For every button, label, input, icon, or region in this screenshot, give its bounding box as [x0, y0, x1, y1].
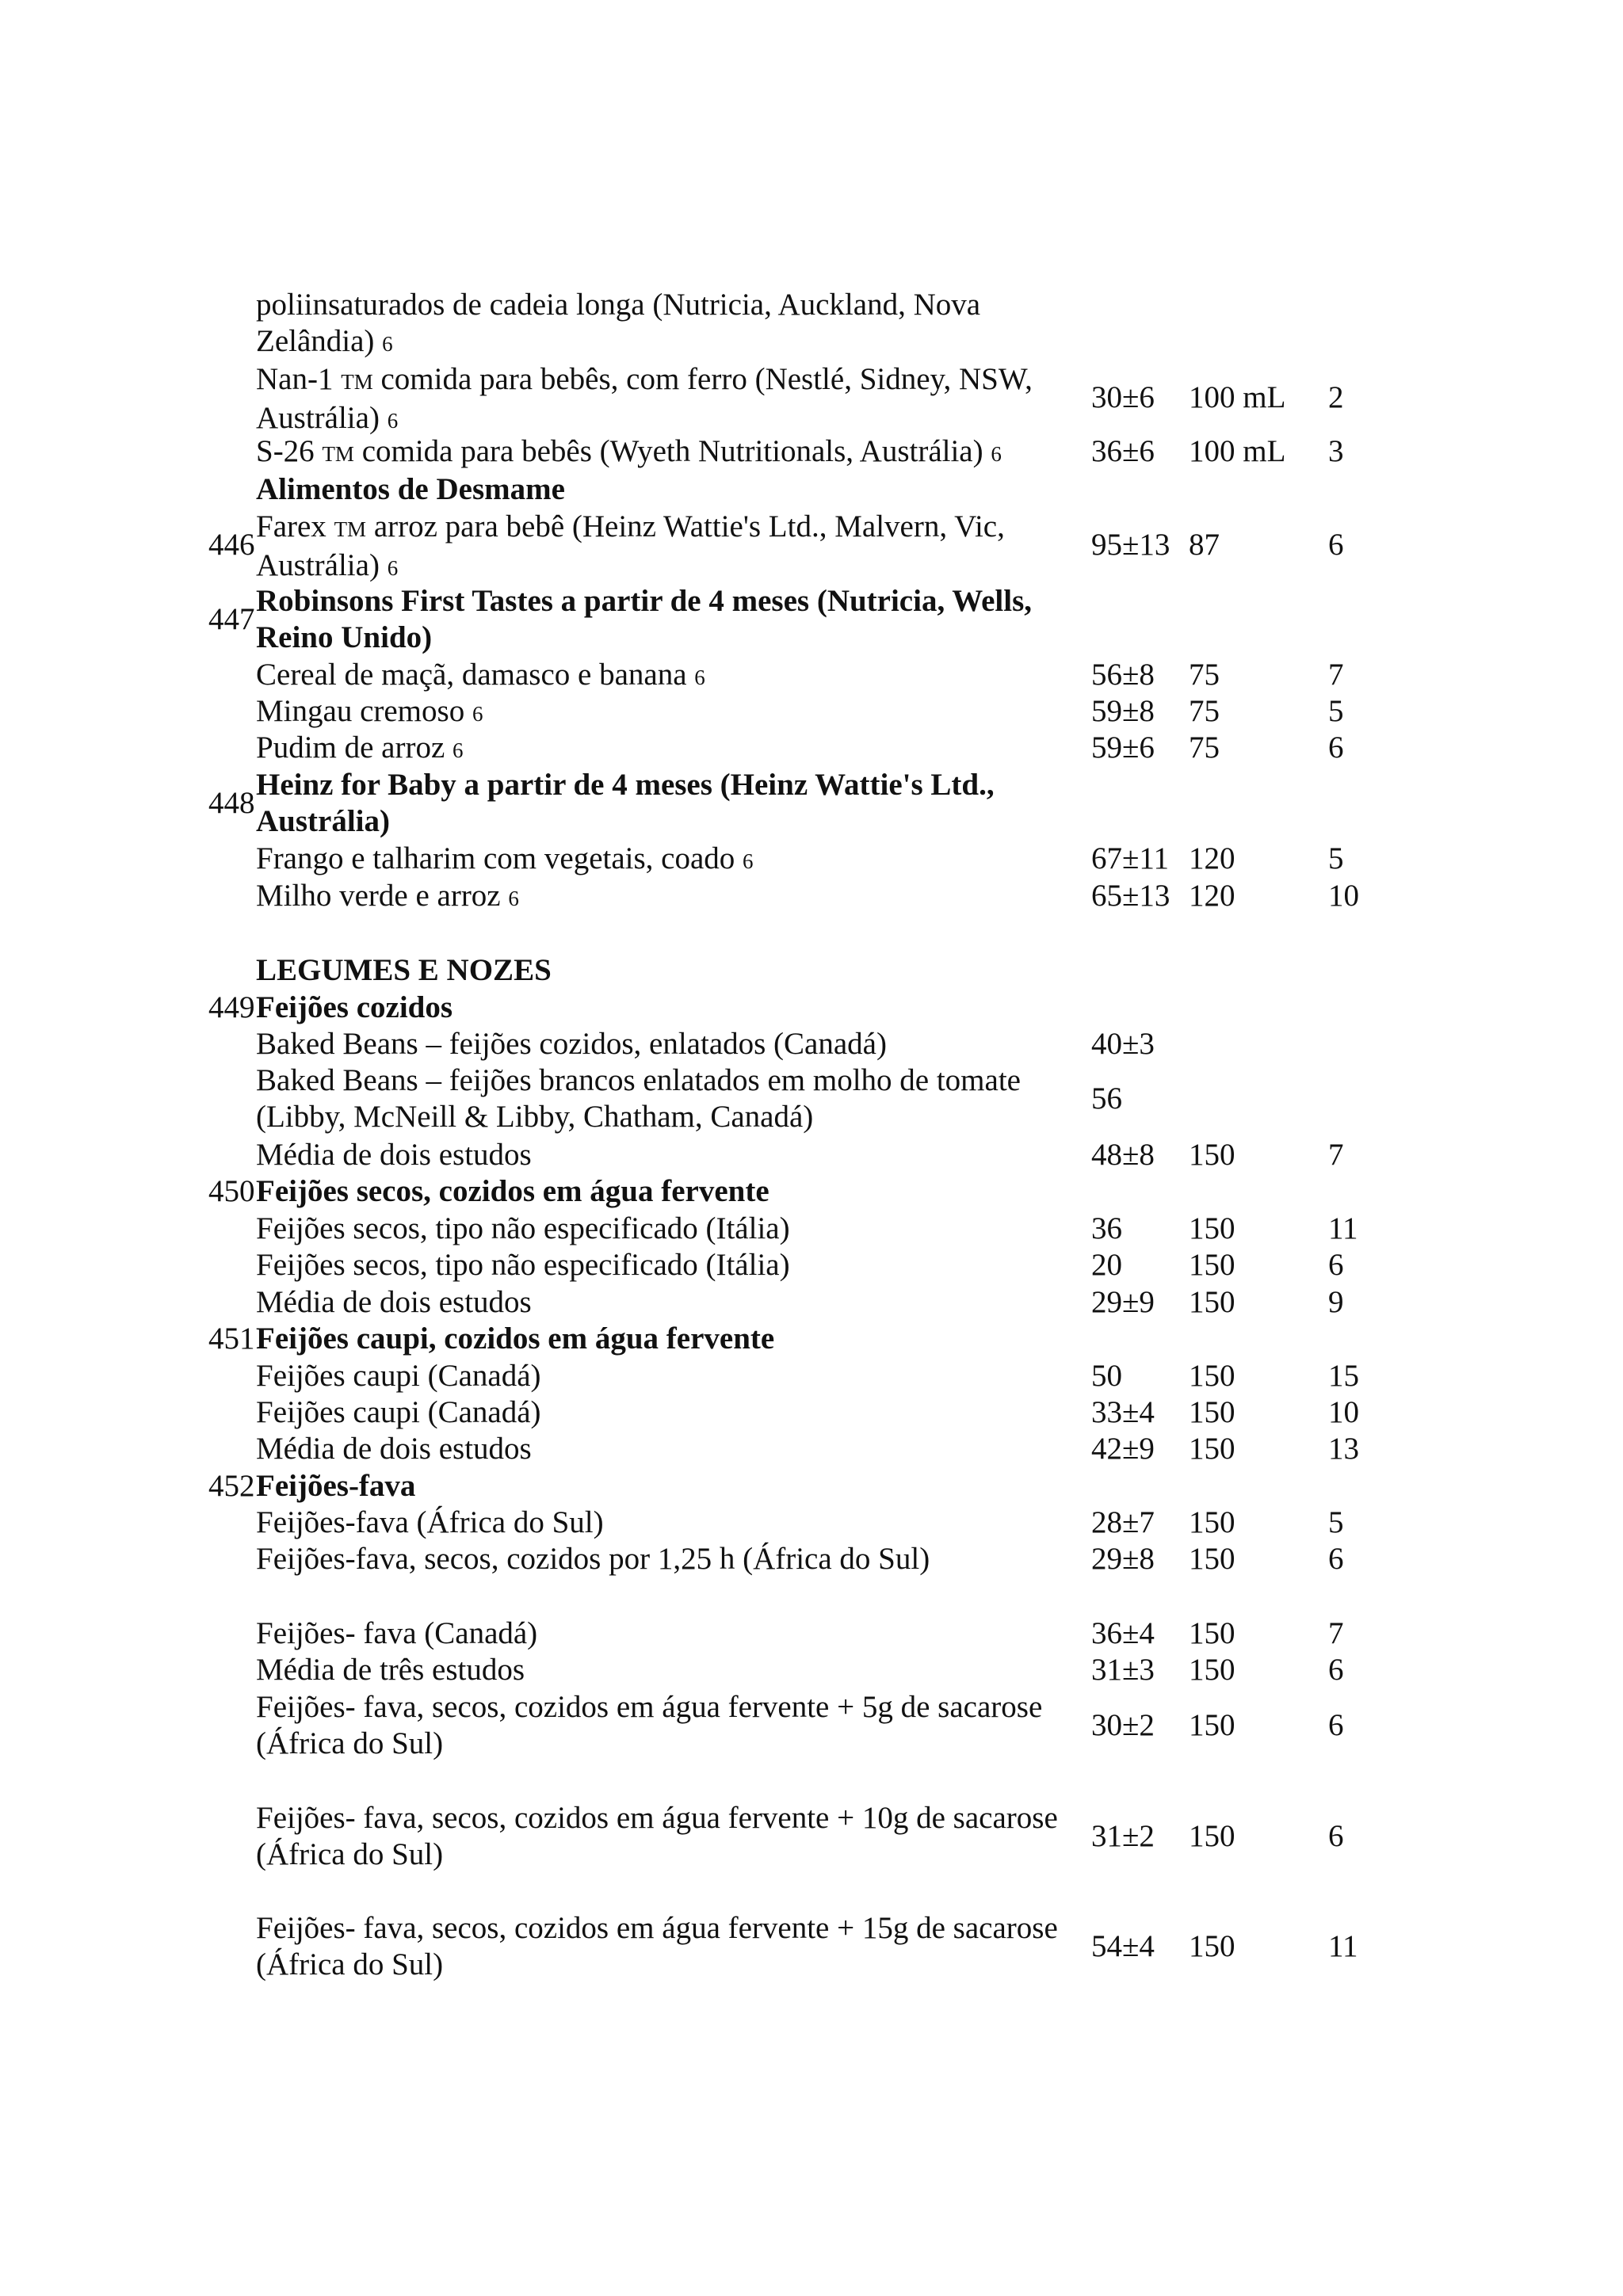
- description-line: Zelândia) 6: [256, 324, 393, 358]
- description-line: Baked Beans – feijões cozidos, enlatados (Canadá): [256, 1027, 887, 1061]
- entry-number: 449: [208, 990, 255, 1024]
- food-description: [256, 1910, 1096, 1983]
- description-line: Alimentos de Desmame: [256, 472, 565, 506]
- glycemic-load-value: 5: [1328, 694, 1344, 728]
- description-line: Média de dois estudos: [256, 1138, 532, 1172]
- glycemic-index-value: 42±9: [1091, 1432, 1155, 1466]
- description-line: Austrália): [256, 804, 390, 838]
- description-line: Pudim de arroz 6: [256, 730, 464, 765]
- glycemic-index-value: 29±8: [1091, 1542, 1155, 1576]
- glycemic-load-value: 5: [1328, 1505, 1344, 1539]
- food-description: [256, 657, 1096, 696]
- section-heading: [256, 767, 1096, 840]
- glycemic-index-value: 33±4: [1091, 1395, 1155, 1429]
- glycemic-index-value: 36±4: [1091, 1616, 1155, 1650]
- description-line: Mingau cremoso 6: [256, 694, 483, 728]
- food-description: [256, 361, 1096, 439]
- glycemic-load-value: 10: [1328, 879, 1359, 913]
- description-line: Austrália) 6: [256, 401, 399, 435]
- description-line: Farex TM arroz para bebê (Heinz Wattie's Ltd., Malvern, Vic,: [256, 509, 1005, 543]
- glycemic-index-value: 48±8: [1091, 1138, 1155, 1172]
- entry-number: 448: [208, 786, 255, 820]
- glycemic-index-value: 36: [1091, 1211, 1122, 1245]
- glycemic-load-value: 2: [1328, 380, 1344, 414]
- glycemic-index-value: 20: [1091, 1248, 1122, 1282]
- glycemic-load-value: 9: [1328, 1285, 1344, 1319]
- description-line: Feijões caupi (Canadá): [256, 1359, 541, 1393]
- glycemic-load-value: 6: [1328, 1708, 1344, 1742]
- glycemic-load-value: 13: [1328, 1432, 1359, 1466]
- glycemic-index-value: 59±6: [1091, 730, 1155, 765]
- serving-size-value: 100 mL: [1189, 434, 1286, 468]
- description-line: Feijões-fava, secos, cozidos por 1,25 h (África do Sul): [256, 1542, 930, 1576]
- description-line: S-26 TM comida para bebês (Wyeth Nutritionals, Austrália) 6: [256, 434, 1002, 468]
- glycemic-index-value: 50: [1091, 1359, 1122, 1393]
- description-line: Nan-1 TM comida para bebês, com ferro (Nestlé, Sidney, NSW,: [256, 362, 1033, 396]
- section-heading: [256, 952, 1096, 989]
- description-line: Robinsons First Tastes a partir de 4 meses (Nutricia, Wells,: [256, 584, 1032, 618]
- description-line: (Libby, McNeill & Libby, Chatham, Canadá): [256, 1100, 814, 1134]
- glycemic-index-value: 40±3: [1091, 1027, 1155, 1061]
- serving-size-value: 75: [1189, 730, 1220, 765]
- food-description: [256, 730, 1096, 769]
- food-description: [256, 433, 1096, 472]
- food-description: [256, 1026, 1096, 1062]
- section-heading: [256, 1321, 1096, 1357]
- food-description: [256, 1284, 1096, 1321]
- serving-size-value: 100 mL: [1189, 380, 1286, 414]
- food-description: [256, 1431, 1096, 1467]
- description-line: Feijões secos, cozidos em água fervente: [256, 1174, 769, 1208]
- entry-number: 447: [208, 602, 255, 636]
- description-line: (África do Sul): [256, 1947, 444, 1981]
- description-line: Heinz for Baby a partir de 4 meses (Heinz Wattie's Ltd.,: [256, 768, 995, 802]
- serving-size-value: 150: [1189, 1285, 1235, 1319]
- glycemic-index-value: 56: [1091, 1081, 1122, 1116]
- serving-size-value: 150: [1189, 1542, 1235, 1576]
- description-line: Cereal de maçã, damasco e banana 6: [256, 658, 705, 692]
- description-line: Feijões secos, tipo não especificado (Itália): [256, 1248, 790, 1282]
- serving-size-value: 150: [1189, 1432, 1235, 1466]
- serving-size-value: 87: [1189, 528, 1220, 562]
- glycemic-index-value: 36±6: [1091, 434, 1155, 468]
- section-heading: [256, 1173, 1096, 1210]
- description-line: Milho verde e arroz 6: [256, 879, 519, 913]
- description-line: Feijões- fava, secos, cozidos em água fervente + 15g de sacarose: [256, 1911, 1058, 1945]
- food-description: [256, 1394, 1096, 1431]
- glycemic-index-value: 29±9: [1091, 1285, 1155, 1319]
- glycemic-index-value: 67±11: [1091, 841, 1169, 875]
- serving-size-value: 150: [1189, 1211, 1235, 1245]
- glycemic-load-value: 11: [1328, 1211, 1358, 1245]
- description-line: Feijões cozidos: [256, 990, 453, 1024]
- glycemic-load-value: 10: [1328, 1395, 1359, 1429]
- description-line: Austrália) 6: [256, 548, 399, 582]
- glycemic-index-value: 65±13: [1091, 879, 1170, 913]
- glycemic-load-value: 6: [1328, 1819, 1344, 1853]
- description-line: Feijões-fava (África do Sul): [256, 1505, 604, 1539]
- glycemic-index-value: 30±6: [1091, 380, 1155, 414]
- entry-number: 450: [208, 1174, 255, 1208]
- description-line: Feijões- fava, secos, cozidos em água fervente + 10g de sacarose: [256, 1801, 1058, 1835]
- glycemic-load-value: 6: [1328, 1248, 1344, 1282]
- serving-size-value: 120: [1189, 879, 1235, 913]
- serving-size-value: 150: [1189, 1616, 1235, 1650]
- serving-size-value: 150: [1189, 1505, 1235, 1539]
- food-description: [256, 287, 1096, 362]
- glycemic-load-value: 15: [1328, 1359, 1359, 1393]
- description-line: Feijões-fava: [256, 1469, 416, 1503]
- description-line: (África do Sul): [256, 1837, 444, 1871]
- glycemic-load-value: 6: [1328, 1542, 1344, 1576]
- glycemic-load-value: 6: [1328, 528, 1344, 562]
- serving-size-value: 150: [1189, 1248, 1235, 1282]
- glycemic-index-value: 95±13: [1091, 528, 1170, 562]
- glycemic-index-value: 31±3: [1091, 1653, 1155, 1687]
- serving-size-value: 150: [1189, 1653, 1235, 1687]
- food-description: [256, 1505, 1096, 1541]
- food-description: [256, 1137, 1096, 1173]
- food-description: [256, 1800, 1096, 1873]
- section-heading: [256, 1468, 1096, 1505]
- serving-size-value: 150: [1189, 1819, 1235, 1853]
- glycemic-index-value: 54±4: [1091, 1929, 1155, 1963]
- entry-number: 452: [208, 1469, 255, 1503]
- food-description: [256, 878, 1096, 917]
- description-line: Feijões secos, tipo não especificado (Itália): [256, 1211, 790, 1245]
- food-description: [256, 1211, 1096, 1247]
- glycemic-load-value: 5: [1328, 841, 1344, 875]
- serving-size-value: 150: [1189, 1929, 1235, 1963]
- description-line: Frango e talharim com vegetais, coado 6: [256, 841, 754, 875]
- serving-size-value: 75: [1189, 694, 1220, 728]
- serving-size-value: 75: [1189, 658, 1220, 692]
- description-line: Feijões- fava (Canadá): [256, 1616, 538, 1650]
- section-heading: [256, 583, 1096, 656]
- food-description: [256, 509, 1096, 586]
- glycemic-load-value: 6: [1328, 730, 1344, 765]
- serving-size-value: 150: [1189, 1708, 1235, 1742]
- glycemic-index-value: 59±8: [1091, 694, 1155, 728]
- section-heading: [256, 471, 1096, 508]
- description-line: Média de três estudos: [256, 1653, 525, 1687]
- description-line: poliinsaturados de cadeia longa (Nutricia, Auckland, Nova: [256, 288, 981, 322]
- serving-size-value: 150: [1189, 1395, 1235, 1429]
- description-line: LEGUMES E NOZES: [256, 953, 552, 987]
- glycemic-load-value: 7: [1328, 1138, 1344, 1172]
- serving-size-value: 120: [1189, 841, 1235, 875]
- food-description: [256, 1689, 1096, 1762]
- serving-size-value: 150: [1189, 1359, 1235, 1393]
- description-line: Feijões caupi (Canadá): [256, 1395, 541, 1429]
- glycemic-load-value: 3: [1328, 434, 1344, 468]
- serving-size-value: 150: [1189, 1138, 1235, 1172]
- entry-number: 446: [208, 528, 255, 562]
- food-description: [256, 1652, 1096, 1688]
- food-description: [256, 1358, 1096, 1394]
- description-line: Baked Beans – feijões brancos enlatados em molho de tomate: [256, 1063, 1021, 1097]
- glycemic-load-value: 7: [1328, 1616, 1344, 1650]
- section-heading: [256, 990, 1096, 1026]
- food-description: [256, 1062, 1096, 1135]
- food-description: [256, 1541, 1096, 1577]
- glycemic-load-value: 11: [1328, 1929, 1358, 1963]
- glycemic-load-value: 7: [1328, 658, 1344, 692]
- description-line: Média de dois estudos: [256, 1285, 532, 1319]
- description-line: Feijões caupi, cozidos em água fervente: [256, 1322, 775, 1356]
- glycemic-index-value: 30±2: [1091, 1708, 1155, 1742]
- food-description: [256, 841, 1096, 879]
- glycemic-index-value: 28±7: [1091, 1505, 1155, 1539]
- description-line: Reino Unido): [256, 620, 433, 654]
- glycemic-index-value: 56±8: [1091, 658, 1155, 692]
- description-line: Feijões- fava, secos, cozidos em água fervente + 5g de sacarose: [256, 1690, 1043, 1724]
- glycemic-index-value: 31±2: [1091, 1819, 1155, 1853]
- food-description: [256, 1247, 1096, 1283]
- description-line: Média de dois estudos: [256, 1432, 532, 1466]
- description-line: (África do Sul): [256, 1726, 444, 1760]
- entry-number: 451: [208, 1322, 255, 1356]
- food-description: [256, 1615, 1096, 1652]
- glycemic-load-value: 6: [1328, 1653, 1344, 1687]
- food-description: [256, 693, 1096, 732]
